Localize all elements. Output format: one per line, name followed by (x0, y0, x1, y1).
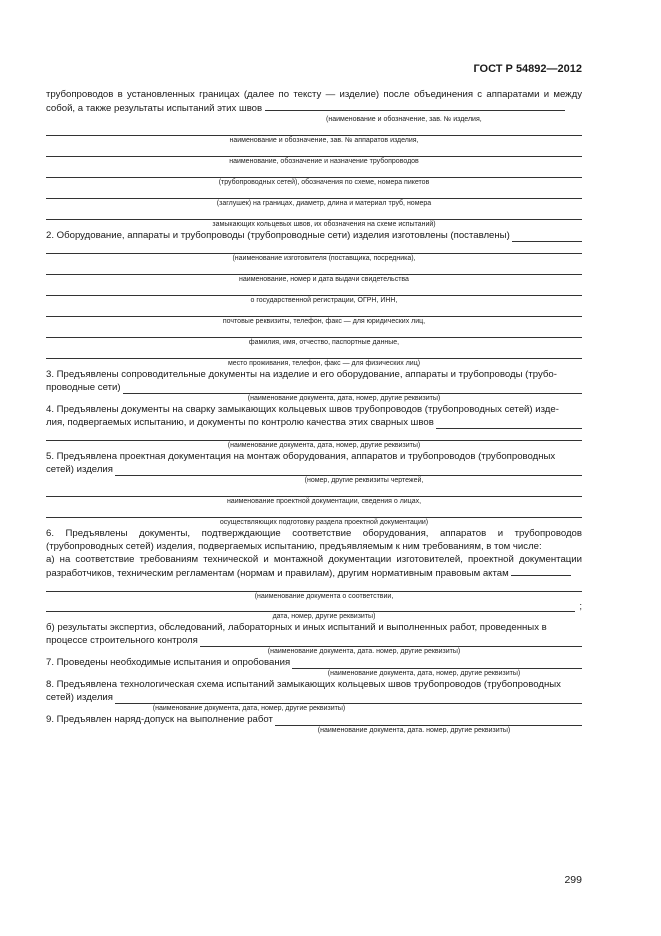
fill-line[interactable] (436, 418, 582, 429)
fill-line[interactable] (46, 284, 582, 296)
fill-line[interactable] (200, 636, 582, 647)
fill-line[interactable] (275, 715, 582, 726)
field-caption: (номер, другие реквизиты чертежей, (304, 477, 424, 484)
item-5-row (46, 463, 582, 476)
standard-header: ГОСТ Р 54892—2012 (473, 63, 582, 75)
item-7-row (46, 656, 582, 669)
field-caption: (заглушек) на границах, диаметр, длина и материал труб, номера (216, 200, 432, 207)
field-caption: (трубопроводных сетей), обозначения по схеме, номера пикетов (218, 179, 430, 186)
fill-line[interactable] (115, 465, 582, 476)
item-4-text-cont: лия, подвергаемых испытанию, и документы по контролю качества этих сварных швов (46, 417, 434, 428)
fill-line[interactable] (46, 305, 582, 317)
item-6a-text: а) на соответствие требованиям технической и монтажной документации изготовителей, проектной документации разработчиков, техническим регламентам (нормам и правилам), другим нормативным правовым актам (46, 554, 582, 579)
fill-line[interactable] (265, 101, 565, 111)
field-caption: о государственной регистрации, ОГРН, ИНН, (250, 297, 398, 304)
item-4-text: 4. Предъявлены документы на сварку замыкающих кольцевых швов трубопроводов (трубопроводных сетей) изде- (46, 404, 559, 415)
item-8-row (46, 691, 582, 704)
fill-line[interactable] (292, 658, 582, 669)
field-caption: (наименование документа, дата. номер, другие реквизиты) (317, 727, 511, 734)
fill-line[interactable] (46, 145, 582, 157)
fill-line[interactable] (46, 187, 582, 199)
fill-line[interactable] (46, 485, 582, 497)
fill-line[interactable] (123, 383, 582, 394)
item-6b-text: б) результаты экспертиз, обследований, лабораторных и иных испытаний и выполненных работ, проведенных в (46, 622, 547, 633)
item-2-text: 2. Оборудование, аппараты и трубопроводы (трубопроводные сети) изделия изготовлены (поставлены) (46, 230, 510, 241)
item-4-row (46, 416, 582, 429)
item-3-text-cont: проводные сети) (46, 382, 121, 393)
fill-line[interactable] (512, 231, 582, 242)
page-number: 299 (564, 874, 582, 886)
intro-text: трубопроводов в установленных границах (далее по тексту — изделие) после объединения с аппаратами и между собой, а также результаты испытаний этих швов (46, 89, 582, 114)
item-6b-row (46, 634, 582, 647)
field-caption: (наименование и обозначение, зав. № изделия, (326, 116, 482, 123)
semicolon: ; (579, 601, 582, 612)
field-caption: дата, номер, другие реквизиты) (272, 613, 376, 620)
item-9-row (46, 713, 582, 726)
item-8-text-cont: сетей) изделия (46, 692, 113, 703)
field-caption: (наименование документа, дата, номер, другие реквизиты) (227, 442, 421, 449)
item-3-text: 3. Предъявлены сопроводительные документы на изделие и его оборудование, аппараты и трубопроводы (трубо- (46, 369, 557, 380)
item-5-text-cont: сетей) изделия (46, 464, 113, 475)
field-caption: (наименование документа, дата, номер, другие реквизиты) (247, 395, 441, 402)
field-caption: замыкающих кольцевых швов, их обозначения на схеме испытаний) (212, 221, 436, 228)
item-2 (46, 229, 582, 242)
fill-line[interactable] (46, 166, 582, 178)
field-caption: (наименование документа, дата, номер, другие реквизиты) (327, 670, 521, 677)
fill-line[interactable] (46, 208, 582, 220)
field-caption: наименование, обозначение и назначение трубопроводов (229, 158, 419, 165)
field-caption: (наименование изготовителя (поставщика, посредника), (232, 255, 416, 262)
fill-line[interactable] (46, 580, 582, 592)
item-7-text: 7. Проведены необходимые испытания и опробования (46, 657, 291, 668)
item-5-text: 5. Предъявлена проектная документация на монтаж оборудования, аппаратов и трубопроводов (трубопроводных (46, 451, 556, 462)
fill-line[interactable] (46, 429, 582, 441)
field-caption: наименование, номер и дата выдачи свидетельства (239, 276, 409, 283)
fill-line[interactable] (46, 124, 582, 136)
form-content (46, 88, 582, 735)
field-caption: место проживания, телефон, факс — для физических лиц) (227, 360, 421, 367)
item-9-text: 9. Предъявлен наряд-допуск на выполнение работ (46, 714, 273, 725)
field-caption: (наименование документа, дата, номер, другие реквизиты) (152, 705, 346, 712)
item-6a-row (46, 601, 582, 612)
item-6-text: 6. Предъявлены документы, подтверждающие соответствие оборудования, аппаратов и трубопроводов (трубопроводных сетей) изделия, подвергаемых испытанию, предъявляемым к ним требованиям, в том числе: (46, 528, 582, 552)
item-8-text: 8. Предъявлена технологическая схема испытаний замыкающих кольцевых швов трубопроводов (трубопроводных (46, 679, 561, 690)
field-caption: фамилия, имя, отчество, паспортные данные, (248, 339, 400, 346)
fill-line[interactable] (46, 263, 582, 275)
fill-line[interactable] (46, 601, 575, 612)
item-6b-text-cont: процессе строительного контроля (46, 635, 198, 646)
field-caption: (наименование документа о соответствии, (254, 593, 394, 600)
fill-line[interactable] (46, 347, 582, 359)
fill-line[interactable] (115, 693, 582, 704)
field-caption: (наименование документа, дата. номер, другие реквизиты) (267, 648, 461, 655)
fill-line[interactable] (46, 326, 582, 338)
fill-line[interactable] (511, 566, 571, 576)
field-caption: осуществляющих подготовку раздела проектной документации) (219, 519, 429, 526)
field-caption: наименование проектной документации, сведения о лицах, (226, 498, 422, 505)
item-3-row (46, 381, 582, 394)
field-caption: наименование и обозначение, зав. № аппаратов изделия, (229, 137, 419, 144)
fill-line[interactable] (46, 506, 582, 518)
fill-line[interactable] (46, 242, 582, 254)
field-caption: почтовые реквизиты, телефон, факс — для юридических лиц, (222, 318, 426, 325)
